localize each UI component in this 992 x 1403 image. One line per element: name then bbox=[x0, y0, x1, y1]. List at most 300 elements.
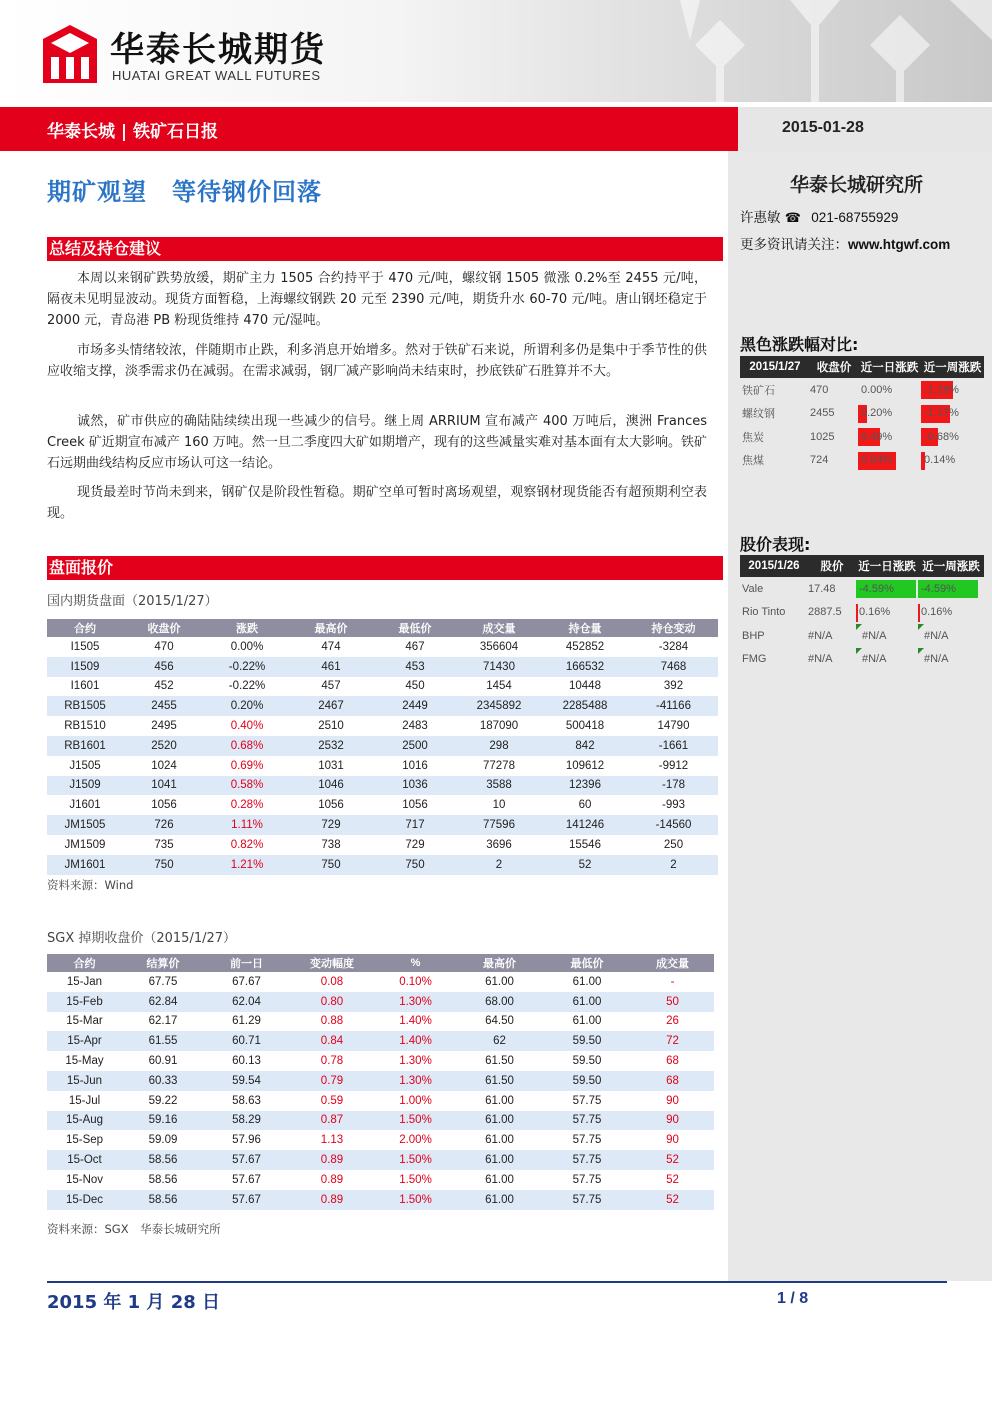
analyst-name: 许惠敏 bbox=[740, 210, 781, 226]
table-cell: 58.56 bbox=[122, 1190, 204, 1210]
table-cell: 15-Nov bbox=[65, 1173, 104, 1186]
table-cell: 57.75 bbox=[543, 1150, 631, 1170]
change-cell bbox=[858, 425, 921, 449]
table-cell: 1.13 bbox=[320, 1134, 344, 1147]
table-cell: 2483 bbox=[402, 720, 428, 733]
table-row bbox=[47, 637, 718, 657]
table-row bbox=[47, 1031, 714, 1051]
table-cell: 57.75 bbox=[572, 1094, 602, 1107]
stock-row bbox=[740, 577, 984, 601]
close-price: 724 bbox=[810, 454, 829, 467]
table-cell: 1.40% bbox=[399, 1015, 432, 1028]
table-cell: 450 bbox=[405, 680, 425, 693]
table-cell: -9912 bbox=[658, 759, 689, 772]
change-value: -0.68% bbox=[924, 430, 959, 443]
report-title: 华泰长城 | 铁矿石日报 bbox=[47, 122, 219, 142]
column-header-2: 前一日 bbox=[204, 954, 289, 972]
header-price: 股价 bbox=[808, 555, 856, 577]
black-row bbox=[740, 449, 984, 473]
table-cell: 1024 bbox=[151, 759, 177, 772]
table-cell: 0.10% bbox=[399, 975, 432, 988]
more-info-label: 更多资讯请关注： bbox=[740, 237, 848, 253]
table-cell: 15-May bbox=[65, 1055, 104, 1068]
table-cell: 0.59 bbox=[320, 1094, 344, 1107]
analyst-phone: 021-68755929 bbox=[811, 210, 899, 225]
table-cell: 57.67 bbox=[204, 1190, 289, 1210]
table-cell: 68 bbox=[631, 1071, 714, 1091]
table-row bbox=[47, 815, 718, 835]
logo-chinese-name: 华泰长城期货 bbox=[110, 30, 326, 70]
table-cell: 717 bbox=[373, 815, 457, 835]
stock-row bbox=[740, 601, 984, 625]
black-row bbox=[740, 402, 984, 426]
company-name: BHP bbox=[742, 629, 765, 642]
column-header-0: 合约 bbox=[47, 619, 123, 637]
table-cell: 59.22 bbox=[148, 1094, 178, 1107]
table-cell: 2449 bbox=[373, 696, 457, 716]
table-cell: 729 bbox=[289, 815, 373, 835]
table-row bbox=[47, 1190, 714, 1210]
table-cell: I1601 bbox=[70, 680, 100, 693]
table-cell: RB1505 bbox=[47, 696, 123, 716]
header-day-change: 近一日涨跌 bbox=[856, 555, 918, 577]
table-cell: 3588 bbox=[457, 776, 541, 796]
table-cell: 0.08 bbox=[320, 975, 344, 988]
change-cell bbox=[918, 648, 984, 672]
column-header-0: 合约 bbox=[47, 954, 122, 972]
table-row bbox=[47, 736, 718, 756]
table-row bbox=[47, 1130, 714, 1150]
table-cell: 109612 bbox=[565, 759, 605, 772]
change-value: 0.14% bbox=[924, 454, 956, 467]
table-cell: J1601 bbox=[69, 799, 101, 812]
table-cell: 57.96 bbox=[232, 1134, 261, 1147]
close-price: 2455 bbox=[810, 407, 835, 420]
column-header-7: 成交量 bbox=[631, 954, 714, 972]
table-cell: 0.20% bbox=[205, 696, 289, 716]
table-cell: 15-Sep bbox=[65, 1134, 104, 1147]
table-cell: 60.13 bbox=[232, 1055, 261, 1068]
table-cell: 61.00 bbox=[485, 1094, 514, 1107]
change-value: -1.17% bbox=[924, 407, 959, 420]
header-decoration bbox=[600, 0, 992, 102]
table-cell: 0.88 bbox=[320, 1015, 344, 1028]
column-header-7: 持仓变动 bbox=[629, 619, 718, 637]
footer-date: 2015 年 1 月 28 日 bbox=[47, 1292, 221, 1313]
table-cell: 750 bbox=[289, 855, 373, 875]
table-cell: 141246 bbox=[541, 815, 629, 835]
table-cell: 26 bbox=[666, 1015, 679, 1028]
table-cell: 59.50 bbox=[543, 1071, 631, 1091]
change-cell bbox=[856, 624, 918, 648]
table-cell: RB1510 bbox=[64, 720, 106, 733]
table-cell: 1.50% bbox=[375, 1111, 456, 1131]
column-header-1: 收盘价 bbox=[123, 619, 205, 637]
table-cell: 0.82% bbox=[230, 838, 264, 851]
table-row bbox=[47, 1150, 714, 1170]
table-cell: 57.75 bbox=[543, 1111, 631, 1131]
table-cell: 750 bbox=[373, 855, 457, 875]
column-header-5: 最高价 bbox=[456, 954, 543, 972]
header-date: 2015/1/27 bbox=[740, 356, 810, 378]
table-cell: 1.30% bbox=[375, 1071, 456, 1091]
table-cell: 59.16 bbox=[122, 1111, 204, 1131]
commodity-name: 铁矿石 bbox=[742, 384, 775, 397]
table-cell: -993 bbox=[661, 799, 686, 812]
table-cell: 7468 bbox=[629, 657, 718, 677]
table-cell: 90 bbox=[666, 1134, 679, 1147]
table-cell: 61.00 bbox=[485, 975, 514, 988]
table-cell: 2532 bbox=[289, 736, 373, 756]
change-cell bbox=[918, 601, 984, 625]
table-cell: 1.30% bbox=[399, 1055, 432, 1068]
table-cell: 61.00 bbox=[456, 1190, 543, 1210]
table-row bbox=[47, 1111, 714, 1131]
black-row bbox=[740, 378, 984, 402]
table-cell: 15-Jun bbox=[47, 1071, 122, 1091]
commodity-name: 焦煤 bbox=[742, 455, 764, 468]
title-bar-curve bbox=[700, 107, 740, 151]
table-cell: 0.89 bbox=[320, 1173, 344, 1186]
table-cell: 52 bbox=[631, 1150, 714, 1170]
table-cell: 2345892 bbox=[457, 696, 541, 716]
table-cell: 50 bbox=[631, 992, 714, 1012]
sgx-swap-table bbox=[47, 954, 714, 1210]
table-cell: 61.00 bbox=[572, 975, 602, 988]
table-cell: 1016 bbox=[402, 759, 428, 772]
footer-divider bbox=[47, 1281, 947, 1283]
table-cell: 61.00 bbox=[543, 992, 631, 1012]
table-cell: 62 bbox=[456, 1031, 543, 1051]
table-cell: 1036 bbox=[373, 776, 457, 796]
table-cell: 15-Feb bbox=[47, 992, 122, 1012]
table-cell: 15-Mar bbox=[66, 1015, 103, 1028]
table-cell: 10 bbox=[492, 799, 506, 812]
table-cell: 298 bbox=[457, 736, 541, 756]
table-row bbox=[47, 776, 718, 796]
column-header-5: 成交量 bbox=[457, 619, 541, 637]
table-cell: 0.28% bbox=[230, 799, 264, 812]
company-name: Vale bbox=[742, 582, 764, 595]
black-table-header bbox=[740, 356, 984, 378]
table-cell: 58.29 bbox=[204, 1111, 289, 1131]
table-cell: 61.00 bbox=[456, 1111, 543, 1131]
table-cell: 10448 bbox=[569, 680, 601, 693]
table-cell: 67.75 bbox=[148, 975, 178, 988]
table-cell: 1.30% bbox=[375, 992, 456, 1012]
table-cell: 0.87 bbox=[289, 1111, 375, 1131]
column-header-6: 持仓量 bbox=[541, 619, 629, 637]
stock-price: 2887.5 bbox=[808, 606, 842, 619]
table-cell: 2500 bbox=[373, 736, 457, 756]
report-date: 2015-01-28 bbox=[782, 119, 864, 136]
change-cell bbox=[921, 378, 984, 402]
table-cell: 452852 bbox=[565, 640, 605, 653]
domestic-futures-table bbox=[47, 619, 718, 875]
logo-english-name: HUATAI GREAT WALL FUTURES bbox=[112, 68, 321, 83]
change-value: #N/A bbox=[862, 629, 887, 642]
change-cell bbox=[858, 402, 921, 426]
table-cell: 2520 bbox=[123, 736, 205, 756]
table-cell: 0.89 bbox=[289, 1190, 375, 1210]
column-header-4: % bbox=[375, 954, 456, 972]
change-value: -4.59% bbox=[859, 582, 894, 595]
table-cell: 1041 bbox=[123, 776, 205, 796]
stock-performance-table bbox=[740, 555, 984, 671]
table-cell: 62.04 bbox=[204, 992, 289, 1012]
change-cell bbox=[921, 402, 984, 426]
table-cell: JM1601 bbox=[47, 855, 123, 875]
table-cell: 67.67 bbox=[232, 975, 261, 988]
sgx-source: 资料来源：SGX 华泰长城研究所 bbox=[47, 1222, 221, 1236]
table-cell: 59.50 bbox=[543, 1031, 631, 1051]
table-cell: 0.84 bbox=[289, 1031, 375, 1051]
table-cell: 61.55 bbox=[122, 1031, 204, 1051]
sgx-table-caption: SGX 掉期收盘价（2015/1/27） bbox=[47, 931, 237, 946]
table-cell: 61.00 bbox=[456, 1150, 543, 1170]
table-cell: 52 bbox=[541, 855, 629, 875]
table-cell: 71430 bbox=[457, 657, 541, 677]
table-cell: 77278 bbox=[483, 759, 515, 772]
table-cell: 57.75 bbox=[572, 1134, 602, 1147]
stock-row bbox=[740, 648, 984, 672]
summary-paragraph-2: 市场多头情绪较浓，伴随期市止跌，利多消息开始增多。然对于铁矿石来说，所谓利多仍是集中于季节性的供应收缩支撑，淡季需求仍在减弱。在需求减弱，钢厂减产影响尚未结束时，抄底铁矿石胜算并不大。 bbox=[47, 343, 707, 379]
table-cell: -1661 bbox=[629, 736, 718, 756]
table-cell: 1.50% bbox=[399, 1173, 432, 1186]
sidebar-panel bbox=[728, 151, 992, 1281]
change-cell bbox=[858, 449, 921, 473]
table-cell: 0.58% bbox=[205, 776, 289, 796]
table-cell: 59.54 bbox=[204, 1071, 289, 1091]
table-cell: 0.00% bbox=[230, 640, 264, 653]
table-cell: -0.22% bbox=[205, 657, 289, 677]
table-cell: 474 bbox=[321, 640, 341, 653]
table-cell: 62.84 bbox=[122, 992, 204, 1012]
analyst-contact bbox=[740, 206, 898, 226]
table-cell: 457 bbox=[321, 680, 341, 693]
table-cell: 15-Dec bbox=[47, 1190, 122, 1210]
table-cell: 14790 bbox=[657, 720, 690, 733]
commodity-name: 螺纹钢 bbox=[742, 408, 775, 421]
table-cell: 2 bbox=[629, 855, 718, 875]
table-cell: 72 bbox=[631, 1031, 714, 1051]
change-value: -4.59% bbox=[921, 582, 956, 595]
institute-name: 华泰长城研究所 bbox=[790, 174, 924, 196]
table-cell: 15546 bbox=[569, 838, 601, 851]
table-cell: 0.69% bbox=[230, 759, 264, 772]
table-cell: 1.50% bbox=[375, 1150, 456, 1170]
table-row bbox=[47, 795, 718, 815]
table-cell: 61.29 bbox=[232, 1015, 261, 1028]
table-cell: 58.56 bbox=[148, 1173, 178, 1186]
table-cell: 64.50 bbox=[485, 1015, 514, 1028]
close-price: 470 bbox=[810, 383, 829, 396]
table-cell: 90 bbox=[631, 1111, 714, 1131]
table-row bbox=[47, 1051, 714, 1071]
change-value: 0.16% bbox=[921, 606, 953, 619]
table-cell: 452 bbox=[154, 680, 174, 693]
table-cell: 60.91 bbox=[148, 1055, 178, 1068]
table-cell: -41166 bbox=[629, 696, 718, 716]
table-cell: J1505 bbox=[69, 759, 101, 772]
column-header-4: 最低价 bbox=[373, 619, 457, 637]
table-row bbox=[47, 1012, 714, 1032]
table-cell: 729 bbox=[405, 838, 425, 851]
table-cell: 57.75 bbox=[543, 1190, 631, 1210]
table-cell: 1031 bbox=[318, 759, 344, 772]
table-cell: 726 bbox=[123, 815, 205, 835]
table-cell: -0.22% bbox=[228, 680, 266, 693]
table-cell: 0.40% bbox=[230, 720, 264, 733]
change-cell bbox=[856, 601, 918, 625]
table-cell: 1056 bbox=[402, 799, 428, 812]
table-cell: 2510 bbox=[318, 720, 344, 733]
table-cell: 60.71 bbox=[204, 1031, 289, 1051]
column-header-1: 结算价 bbox=[122, 954, 204, 972]
table-cell: 58.56 bbox=[122, 1150, 204, 1170]
table-cell: 61.00 bbox=[485, 1173, 514, 1186]
table-cell: I1509 bbox=[47, 657, 123, 677]
change-cell bbox=[858, 378, 921, 402]
table-cell: 3696 bbox=[486, 838, 512, 851]
table-row bbox=[47, 835, 718, 855]
table-cell: 1.21% bbox=[205, 855, 289, 875]
table-cell: - bbox=[670, 975, 675, 988]
stock-price: #N/A bbox=[808, 629, 833, 642]
table-cell: 1046 bbox=[289, 776, 373, 796]
change-value: 0.49% bbox=[861, 430, 893, 443]
table-cell: 0.89 bbox=[289, 1150, 375, 1170]
table-cell: JM1509 bbox=[64, 838, 106, 851]
table-cell: 77596 bbox=[457, 815, 541, 835]
table-cell: 1.00% bbox=[399, 1094, 432, 1107]
header-close: 收盘价 bbox=[810, 356, 858, 378]
table-cell: 60.33 bbox=[122, 1071, 204, 1091]
table-cell: 1.50% bbox=[375, 1190, 456, 1210]
table-row bbox=[47, 1170, 714, 1190]
column-header-6: 最低价 bbox=[543, 954, 631, 972]
table-cell: 58.63 bbox=[232, 1094, 261, 1107]
change-cell bbox=[921, 425, 984, 449]
column-header-2: 涨跌 bbox=[205, 619, 289, 637]
table-cell: I1505 bbox=[70, 640, 100, 653]
column-header-3: 最高价 bbox=[289, 619, 373, 637]
table-cell: 750 bbox=[123, 855, 205, 875]
website-link[interactable]: www.htgwf.com bbox=[848, 237, 951, 252]
table-cell: 250 bbox=[663, 838, 684, 851]
table-cell: 15-Aug bbox=[47, 1111, 122, 1131]
table-cell: J1509 bbox=[47, 776, 123, 796]
table-cell: 52 bbox=[631, 1190, 714, 1210]
table-cell: 12396 bbox=[541, 776, 629, 796]
table-row bbox=[47, 716, 718, 736]
domestic-source: 资料来源：Wind bbox=[47, 878, 134, 892]
change-value: 0.20% bbox=[861, 407, 893, 420]
table-cell: 2285488 bbox=[541, 696, 629, 716]
company-name: Rio Tinto bbox=[742, 606, 786, 619]
table-cell: 15-Oct bbox=[47, 1150, 122, 1170]
summary-paragraph-3: 诚然，矿市供应的确陆陆续续出现一些减少的信号。继上周 ARRIUM 宣布减产 400 万吨后，澳洲 Frances Creek 矿近期宣布减产 160 万吨。然一旦二季度四大矿如期增产，现有的这些减量实难对基本面有太大影响。铁矿石远期曲线结构反应市场认可这一结论。 bbox=[47, 414, 707, 471]
section-quotes-heading: 盘面报价 bbox=[47, 556, 723, 580]
table-cell: 15-Jan bbox=[66, 975, 103, 988]
table-cell: 57.67 bbox=[232, 1173, 261, 1186]
table-cell: -14560 bbox=[629, 815, 718, 835]
stock-price: 17.48 bbox=[808, 582, 836, 595]
section-summary-heading: 总结及持仓建议 bbox=[47, 237, 723, 261]
table-cell: 52 bbox=[666, 1173, 679, 1186]
table-row bbox=[47, 657, 718, 677]
black-compare-table bbox=[740, 356, 984, 472]
header-week-change: 近一周涨跌 bbox=[918, 555, 984, 577]
table-cell: 392 bbox=[663, 680, 684, 693]
table-row bbox=[47, 1091, 714, 1111]
stock-price: #N/A bbox=[808, 653, 833, 666]
table-cell: 2467 bbox=[289, 696, 373, 716]
table-cell: JM1505 bbox=[47, 815, 123, 835]
table-cell: 59.09 bbox=[148, 1134, 178, 1147]
table-cell: 0.80 bbox=[289, 992, 375, 1012]
change-cell bbox=[856, 648, 918, 672]
table-cell: 1056 bbox=[318, 799, 344, 812]
table-cell: 470 bbox=[154, 640, 174, 653]
company-logo-icon bbox=[43, 25, 97, 83]
table-cell: 61.50 bbox=[456, 1071, 543, 1091]
table-cell: 61.00 bbox=[485, 1134, 514, 1147]
commodity-name: 焦炭 bbox=[742, 431, 764, 444]
column-header-3: 变动幅度 bbox=[289, 954, 375, 972]
domestic-table-header bbox=[47, 619, 718, 637]
table-cell: 842 bbox=[541, 736, 629, 756]
table-cell: 2495 bbox=[151, 720, 177, 733]
table-row bbox=[47, 1071, 714, 1091]
table-cell: 738 bbox=[321, 838, 341, 851]
table-row bbox=[47, 677, 718, 697]
change-cell bbox=[921, 449, 984, 473]
header-day-change: 近一日涨跌 bbox=[858, 356, 921, 378]
table-cell: 0.79 bbox=[289, 1071, 375, 1091]
table-cell: 187090 bbox=[479, 720, 519, 733]
summary-paragraph-4: 现货最差时节尚未到来，钢矿仅是阶段性暂稳。期矿空单可暂时离场观望，观察钢材现货能否有超预期利空表现。 bbox=[47, 485, 707, 521]
header-week-change: 近一周涨跌 bbox=[921, 356, 984, 378]
table-cell: 356604 bbox=[479, 640, 519, 653]
table-cell: 1.11% bbox=[205, 815, 289, 835]
table-cell: 735 bbox=[154, 838, 174, 851]
table-row bbox=[47, 756, 718, 776]
table-cell: 2.00% bbox=[399, 1134, 432, 1147]
table-row bbox=[47, 855, 718, 875]
table-row bbox=[47, 992, 714, 1012]
change-value: #N/A bbox=[924, 653, 949, 666]
change-value: #N/A bbox=[862, 653, 887, 666]
table-cell: 1.40% bbox=[375, 1031, 456, 1051]
table-cell: 500418 bbox=[565, 720, 605, 733]
more-info bbox=[740, 233, 950, 253]
change-value: -1.26% bbox=[924, 383, 959, 396]
header-date: 2015/1/26 bbox=[740, 555, 808, 577]
table-cell: 90 bbox=[666, 1094, 679, 1107]
table-cell: 0.78 bbox=[320, 1055, 344, 1068]
table-cell: 2 bbox=[457, 855, 541, 875]
table-row bbox=[47, 972, 714, 992]
close-price: 1025 bbox=[810, 430, 835, 443]
page-number: 1 / 8 bbox=[777, 1290, 809, 1307]
change-cell bbox=[918, 577, 984, 601]
table-cell: 1454 bbox=[486, 680, 512, 693]
sgx-table-header bbox=[47, 954, 714, 972]
stock-row bbox=[740, 624, 984, 648]
stock-performance-title: 股价表现: bbox=[740, 535, 811, 554]
table-cell: 15-Jul bbox=[68, 1094, 101, 1107]
